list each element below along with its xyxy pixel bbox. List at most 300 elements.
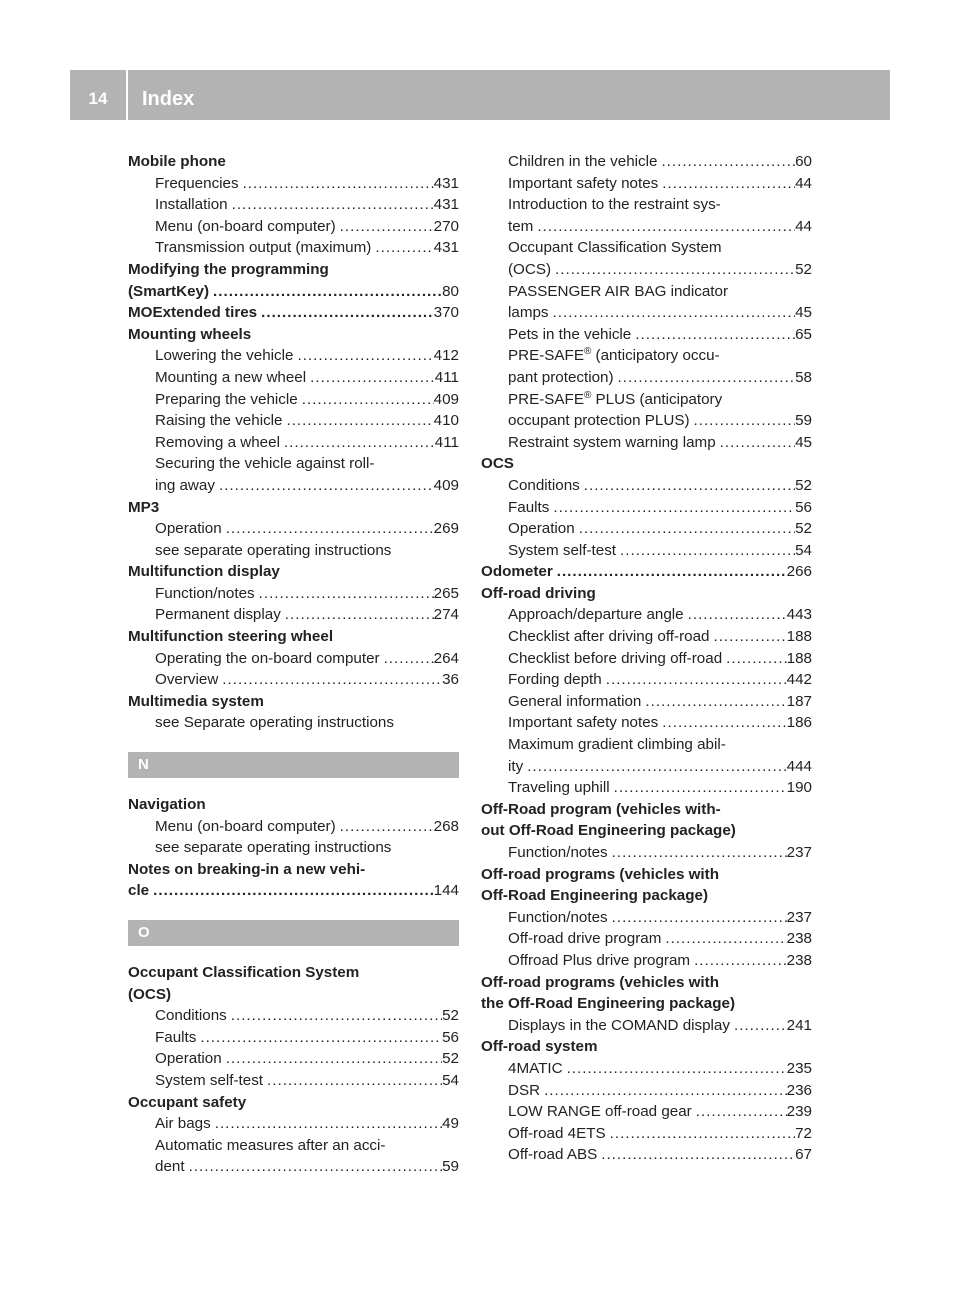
entry-text <box>155 583 255 605</box>
entry-label: Off-road drive program <box>508 930 662 948</box>
index-subentry <box>128 194 459 216</box>
entry-text <box>155 345 293 367</box>
entry-label: Children in the vehicle <box>508 153 658 170</box>
dot-leader <box>597 1144 795 1166</box>
entry-label: Multifunction steering wheel <box>128 628 334 646</box>
dot-leader <box>563 1058 787 1080</box>
index-subentry <box>481 950 812 972</box>
entry-label: Traveling uphill <box>508 779 610 797</box>
entry-label: Overview <box>155 671 219 689</box>
dot-leader <box>602 669 787 691</box>
entry-text <box>155 410 282 432</box>
dot-leader <box>209 281 442 303</box>
entry-label: System self-test <box>508 541 617 559</box>
index-entry <box>128 691 459 713</box>
index-subentry <box>128 583 459 605</box>
entry-text <box>128 151 226 173</box>
entry-label: dent <box>155 1158 185 1176</box>
section-letter-heading: N <box>128 752 459 778</box>
index-subentry <box>481 1101 812 1123</box>
index-subentry <box>481 389 812 411</box>
entry-label: Fording depth <box>508 671 602 689</box>
dot-leader <box>684 604 787 626</box>
entry-text <box>481 583 596 605</box>
index-subentry <box>128 432 459 454</box>
index-subentry <box>481 345 812 367</box>
entry-label: Permanent display <box>155 606 281 624</box>
entry-text <box>128 880 149 902</box>
entry-text <box>128 1092 246 1114</box>
page-reference: 52 <box>442 1007 459 1025</box>
index-subentry <box>128 816 459 838</box>
entry-text <box>155 475 215 497</box>
entry-text <box>508 367 614 389</box>
index-subentry <box>128 345 459 367</box>
page-reference: 431 <box>433 239 459 257</box>
page-reference: 444 <box>786 757 812 775</box>
index-subentry <box>481 432 812 454</box>
entry-text <box>155 837 391 859</box>
dot-leader <box>227 1005 442 1027</box>
entry-text <box>508 1080 540 1102</box>
entry-label: occupant protection PLUS) <box>508 412 690 430</box>
entry-text <box>128 859 365 881</box>
index-subentry <box>481 518 812 540</box>
index-entry <box>128 880 459 902</box>
index-entry <box>481 453 812 475</box>
dot-leader <box>215 475 434 497</box>
index-entry <box>128 561 459 583</box>
index-entry <box>128 497 459 519</box>
index-entry <box>481 972 812 994</box>
index-subentry <box>481 928 812 950</box>
index-subentry <box>481 842 812 864</box>
entry-text <box>155 1048 222 1070</box>
page-reference: 265 <box>433 584 459 602</box>
dot-leader <box>658 712 786 734</box>
entry-label: PASSENGER AIR BAG indicator <box>508 282 729 300</box>
index-entry <box>128 1092 459 1114</box>
index-subentry <box>128 712 459 734</box>
entry-label: Checklist before driving off-road <box>508 649 723 667</box>
index-subentry <box>481 367 812 389</box>
entry-text <box>128 561 280 583</box>
dot-leader <box>608 842 787 864</box>
entry-text <box>128 794 206 816</box>
dot-leader <box>281 604 434 626</box>
index-subentry <box>128 216 459 238</box>
page-reference: 268 <box>433 817 459 835</box>
index-subentry <box>128 1135 459 1157</box>
entry-text <box>508 302 549 324</box>
index-entry <box>481 820 812 842</box>
entry-label: Faults <box>155 1028 197 1046</box>
page-reference: 187 <box>786 692 812 710</box>
entry-label: Faults <box>508 498 550 516</box>
entry-label: Transmission output (maximum) <box>155 239 372 257</box>
entry-label: PRE-SAFE <box>508 347 584 365</box>
entry-label: Odometer <box>481 563 553 581</box>
entry-label: Off-Road Engineering package) <box>481 887 708 905</box>
entry-label: Offroad Plus drive program <box>508 951 691 969</box>
dot-leader <box>371 237 433 259</box>
entry-label: Approach/departure angle <box>508 606 684 624</box>
page-reference: 411 <box>434 368 459 386</box>
entry-label: 4MATIC <box>508 1059 563 1077</box>
index-subentry <box>481 173 812 195</box>
index-subentry <box>481 151 812 173</box>
entry-label: OCS <box>481 455 514 473</box>
entry-text <box>155 816 336 838</box>
page-reference: 52 <box>795 476 812 494</box>
entry-label: Securing the vehicle against roll- <box>155 455 375 473</box>
entry-text <box>155 194 228 216</box>
entry-text <box>155 432 280 454</box>
entry-text <box>481 453 514 475</box>
section-letter-heading: O <box>128 920 459 946</box>
dot-leader <box>661 928 786 950</box>
dot-leader <box>185 1156 443 1178</box>
entry-label: ing away <box>155 476 215 494</box>
dot-leader <box>149 880 434 902</box>
entry-label: System self-test <box>155 1071 264 1089</box>
page-reference: 60 <box>795 153 812 170</box>
entry-text <box>155 173 239 195</box>
entry-label: PRE-SAFE <box>508 390 584 408</box>
entry-text <box>481 972 719 994</box>
dot-leader <box>606 1123 795 1145</box>
entry-label: Off-road driving <box>481 584 596 602</box>
dot-leader <box>610 777 787 799</box>
dot-leader <box>658 173 795 195</box>
index-subentry <box>128 540 459 562</box>
index-subentry <box>128 1070 459 1092</box>
entry-text <box>508 734 726 756</box>
entry-label: Automatic measures after an acci- <box>155 1136 386 1154</box>
page-reference: 431 <box>433 196 459 214</box>
entry-label: DSR <box>508 1081 541 1099</box>
entry-text <box>128 497 159 519</box>
index-subentry <box>481 604 812 626</box>
page-reference: 52 <box>442 1050 459 1068</box>
dot-leader <box>533 216 795 238</box>
dot-leader <box>690 950 787 972</box>
index-entry <box>481 561 812 583</box>
entry-text <box>155 648 380 670</box>
entry-text <box>155 1156 185 1178</box>
entry-text <box>481 993 735 1015</box>
entry-text <box>155 669 218 691</box>
index-subentry <box>128 1113 459 1135</box>
index-subentry <box>128 669 459 691</box>
index-subentry <box>481 691 812 713</box>
entry-text <box>508 475 580 497</box>
entry-label: Menu (on-board computer) <box>155 217 336 235</box>
entry-label: Off-Road program (vehicles with- <box>481 800 721 818</box>
entry-label: Removing a wheel <box>155 433 280 451</box>
entry-label: Mounting wheels <box>128 325 252 343</box>
entry-label: (OCS) <box>508 260 552 278</box>
entry-label: General information <box>508 692 642 710</box>
dot-leader <box>641 691 786 713</box>
entry-text <box>155 604 281 626</box>
entry-text <box>508 389 722 411</box>
dot-leader <box>336 816 434 838</box>
page-title: Index <box>142 88 195 110</box>
index-subentry <box>481 669 812 691</box>
index-entry <box>128 626 459 648</box>
page-reference: 190 <box>786 779 812 797</box>
index-entry <box>481 885 812 907</box>
entry-label: Important safety notes <box>508 714 659 732</box>
page-reference: 59 <box>795 412 812 430</box>
entry-text <box>508 1123 606 1145</box>
index-entry <box>128 962 459 984</box>
index-subentry <box>481 410 812 432</box>
entry-text <box>155 1135 385 1157</box>
entry-text <box>155 518 222 540</box>
index-entry <box>481 583 812 605</box>
entry-text <box>508 950 690 972</box>
entry-text <box>508 151 657 173</box>
entry-label: Frequencies <box>155 174 239 192</box>
page-reference: 36 <box>442 671 459 689</box>
index-subentry <box>128 237 459 259</box>
index-entry <box>128 859 459 881</box>
entry-label: Maximum gradient climbing abil- <box>508 736 726 754</box>
dot-leader <box>580 475 795 497</box>
page-reference: 239 <box>786 1103 812 1121</box>
index-entry <box>481 993 812 1015</box>
entry-text <box>155 389 298 411</box>
index-entry <box>128 151 459 173</box>
dot-leader <box>298 389 434 411</box>
dot-leader <box>306 367 435 389</box>
entry-text <box>508 626 709 648</box>
entry-text <box>508 237 722 259</box>
entry-label: (SmartKey) <box>128 282 210 300</box>
entry-text <box>508 842 608 864</box>
page-reference: 80 <box>442 282 459 300</box>
dot-leader <box>523 756 786 778</box>
entry-text <box>508 928 661 950</box>
entry-label: ity <box>508 757 524 775</box>
entry-text <box>508 540 616 562</box>
entry-text <box>155 237 371 259</box>
entry-label: pant protection) <box>508 368 614 386</box>
page-reference: 72 <box>795 1124 812 1142</box>
index-subentry <box>481 734 812 756</box>
page-reference: 443 <box>786 606 812 624</box>
index-entry <box>128 302 459 324</box>
entry-label: Off-road system <box>481 1038 598 1056</box>
page-reference: 409 <box>433 476 459 494</box>
index-subentry <box>481 626 812 648</box>
page-reference: 270 <box>433 217 459 235</box>
entry-label: lamps <box>508 304 549 322</box>
entry-label: Off-road programs (vehicles with <box>481 865 719 883</box>
dot-leader <box>540 1080 787 1102</box>
index-entry <box>481 799 812 821</box>
entry-text <box>155 540 391 562</box>
entry-label: MOExtended tires <box>128 304 258 322</box>
page-reference: 188 <box>786 649 812 667</box>
entry-text <box>128 302 257 324</box>
header-divider <box>126 70 128 120</box>
page-reference: 54 <box>795 541 812 559</box>
entry-label: Operation <box>155 520 222 538</box>
index-subentry <box>128 1156 459 1178</box>
entry-label: Off-road ABS <box>508 1146 598 1164</box>
entry-text <box>155 712 394 734</box>
page-reference: 59 <box>442 1158 459 1176</box>
entry-text <box>155 1070 263 1092</box>
index-subentry <box>481 302 812 324</box>
dot-leader <box>336 216 434 238</box>
entry-text <box>508 648 722 670</box>
entry-label: Function/notes <box>508 844 608 861</box>
index-subentry <box>128 410 459 432</box>
page-reference: 238 <box>786 930 812 948</box>
index-entry <box>128 984 459 1006</box>
index-subentry <box>481 194 812 216</box>
entry-label: Air bags <box>155 1115 211 1133</box>
index-entry <box>128 259 459 281</box>
dot-leader <box>211 1113 442 1135</box>
entry-text <box>508 1015 730 1037</box>
page-reference: 236 <box>786 1081 812 1099</box>
entry-text <box>128 962 359 984</box>
page-reference: 186 <box>786 714 812 732</box>
entry-label: Operation <box>508 520 575 538</box>
dot-leader <box>692 1101 787 1123</box>
entry-label: cle <box>128 882 150 900</box>
registered-mark: ® <box>583 346 592 358</box>
entry-text <box>155 453 375 475</box>
entry-text <box>508 259 551 281</box>
page-reference: 49 <box>442 1115 459 1133</box>
dot-leader <box>263 1070 442 1092</box>
index-subentry <box>481 648 812 670</box>
entry-label: Introduction to the restraint sys- <box>508 196 721 214</box>
entry-label-continued: (anticipatory occu- <box>591 347 720 365</box>
index-subentry <box>481 475 812 497</box>
index-subentry <box>128 1005 459 1027</box>
page-reference: 237 <box>786 908 812 926</box>
page-reference: 58 <box>795 368 812 386</box>
dot-leader <box>722 648 787 670</box>
entry-text <box>508 777 610 799</box>
index-entry <box>481 864 812 886</box>
page-reference: 442 <box>786 671 812 689</box>
entry-text <box>508 756 523 778</box>
index-subentry <box>481 259 812 281</box>
dot-leader <box>716 432 795 454</box>
dot-leader <box>549 302 796 324</box>
page-reference: 409 <box>433 390 459 408</box>
entry-text <box>508 518 575 540</box>
dot-leader <box>551 259 795 281</box>
entry-text <box>128 281 209 303</box>
entry-label: Important safety notes <box>508 174 659 192</box>
dot-leader <box>228 194 434 216</box>
entry-text <box>128 984 171 1006</box>
page-reference: 45 <box>795 304 812 322</box>
index-subentry <box>128 453 459 475</box>
entry-text <box>508 345 720 367</box>
entry-text <box>128 691 264 713</box>
entry-text <box>508 669 602 691</box>
page-header <box>70 70 890 120</box>
dot-leader <box>616 540 795 562</box>
page-reference: 67 <box>795 1146 812 1164</box>
entry-label: Raising the vehicle <box>155 412 283 430</box>
dot-leader <box>380 648 434 670</box>
entry-text <box>128 259 329 281</box>
index-subentry <box>481 777 812 799</box>
index-subentry <box>128 518 459 540</box>
dot-leader <box>608 907 787 929</box>
entry-text <box>481 561 553 583</box>
entry-label: Preparing the vehicle <box>155 390 298 408</box>
entry-label: Mobile phone <box>128 153 226 170</box>
dot-leader <box>553 561 787 583</box>
index-subentry <box>481 1144 812 1166</box>
index-subentry <box>481 712 812 734</box>
entry-text <box>155 1005 227 1027</box>
entry-label: Modifying the programming <box>128 260 329 278</box>
index-subentry <box>128 1048 459 1070</box>
index-subentry <box>128 837 459 859</box>
index-subentry <box>481 281 812 303</box>
page-reference: 264 <box>433 649 459 667</box>
dot-leader <box>690 410 796 432</box>
entry-text <box>155 367 306 389</box>
page-reference: 269 <box>433 520 459 538</box>
page-reference: 44 <box>795 217 812 235</box>
index-subentry <box>128 604 459 626</box>
page-reference: 56 <box>795 498 812 516</box>
page-reference: 431 <box>433 174 459 192</box>
dot-leader <box>282 410 433 432</box>
page-reference: 274 <box>433 606 459 624</box>
index-subentry <box>128 648 459 670</box>
entry-label: Restraint system warning lamp <box>508 433 716 451</box>
page-reference: 52 <box>795 260 812 278</box>
entry-label: Multifunction display <box>128 563 280 581</box>
entry-label: Off-road 4ETS <box>508 1124 606 1142</box>
index-subentry <box>128 1027 459 1049</box>
page-reference: 188 <box>786 628 812 646</box>
page-reference: 45 <box>795 433 812 451</box>
entry-label: Mounting a new wheel <box>155 368 307 386</box>
index-column-left <box>128 151 459 1178</box>
entry-label: Notes on breaking-in a new vehi- <box>128 860 366 878</box>
entry-label: Function/notes <box>508 908 608 926</box>
index-subentry <box>481 1080 812 1102</box>
entry-text <box>481 1036 597 1058</box>
entry-label: Installation <box>155 196 228 214</box>
entry-label: LOW RANGE off-road gear <box>508 1103 692 1121</box>
entry-text <box>508 1101 692 1123</box>
dot-leader <box>631 324 795 346</box>
entry-text <box>508 1144 597 1166</box>
entry-label: the Off-Road Engineering package) <box>481 995 735 1013</box>
entry-label: Off-road programs (vehicles with <box>481 973 719 991</box>
entry-label: Menu (on-board computer) <box>155 817 336 835</box>
entry-label: Occupant Classification System <box>128 964 360 981</box>
page-reference: 44 <box>795 174 812 192</box>
